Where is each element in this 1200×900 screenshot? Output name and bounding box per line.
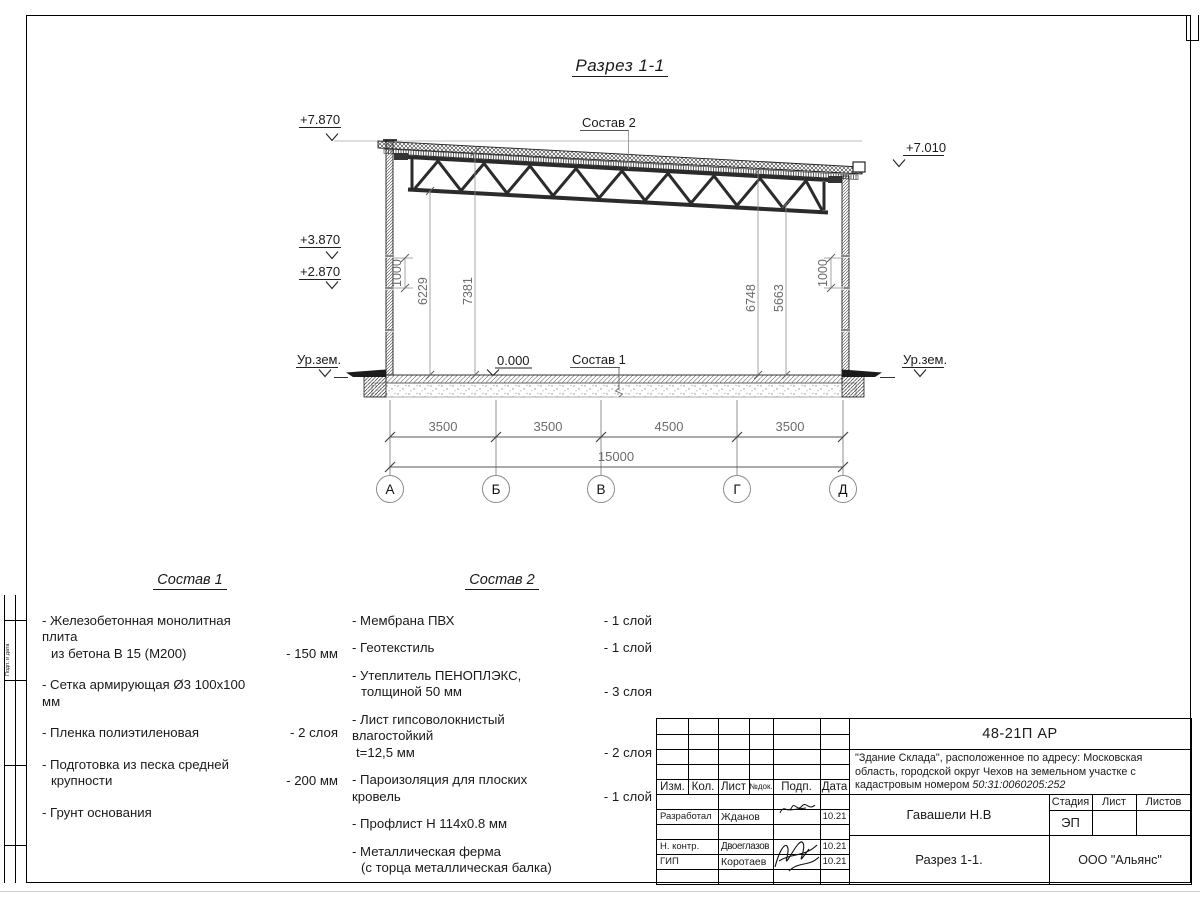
vertical-dimensions: [390, 148, 844, 379]
list-item: - Лист гипсоволокнистый влагостойкий t=12,5 мм - 2 слоя: [352, 711, 652, 760]
list-item: - Грунт основания: [42, 804, 152, 820]
axis-label: В: [596, 482, 606, 497]
name-gip: Коротаев: [721, 855, 767, 868]
sostav2-list: [352, 572, 652, 877]
list-item: - Железобетонная монолитная плита из бетона В 15 (М200) - 150 мм: [42, 612, 338, 661]
vdim-label: 5663: [772, 284, 786, 312]
list-item: - Мембрана ПВХ - 1 слой: [352, 612, 652, 628]
hdim-label: 4500: [654, 419, 684, 434]
axis-label: А: [385, 482, 395, 497]
truss-bottom-chord: [408, 190, 828, 213]
list-item: - Пароизоляция для плоских кровель - 1 слой: [352, 772, 652, 804]
name-ncontrol: Двоеглазов: [721, 841, 770, 852]
role-gip: ГИП: [660, 856, 679, 867]
truss-bearing-right: [828, 176, 842, 183]
plinth-left: [346, 370, 386, 378]
elevation-label: +7.870: [300, 112, 341, 127]
list-item: - Сетка армирующая Ø3 100х100 мм: [42, 677, 246, 709]
elevation-label: +3.870: [300, 232, 341, 247]
sheets-label: Листов: [1145, 796, 1182, 808]
role-developer: Разработал: [660, 811, 712, 822]
frame-strip-line: [15, 595, 16, 883]
elevation-mark-icon: [319, 370, 331, 377]
col-list: Лист: [721, 780, 746, 793]
col-kol: Кол.: [691, 780, 715, 793]
stage-label: Стадия: [1051, 796, 1090, 808]
frame-strip-divider: [4, 680, 26, 681]
roof-edge-cap: [853, 162, 865, 172]
sostav2-ref-label: Состав 2: [582, 115, 636, 130]
col-izm: Изм.: [660, 780, 685, 793]
signature-gip: [769, 827, 823, 879]
sostav1-ref-label: Состав 1: [572, 352, 626, 367]
col-podp: Подп.: [781, 780, 812, 793]
title-block: [656, 718, 1192, 885]
elevation-mark-icon: [893, 160, 905, 167]
truss-bearing-left: [394, 153, 408, 160]
frame-strip-divider: [4, 620, 26, 621]
hdim-label: 3500: [428, 419, 458, 434]
sheet-label: Лист: [1102, 796, 1126, 808]
sostav2-title: Состав 2: [352, 572, 652, 589]
sostav1-list: [42, 572, 338, 821]
signature-developer: [776, 797, 819, 821]
foundation-left: [364, 375, 386, 397]
vdim-label: 1000: [816, 259, 830, 287]
page-title: Разрез 1-1: [520, 56, 720, 76]
list-item: - Геотекстиль - 1 слой: [352, 640, 652, 655]
axis-bubbles: [377, 476, 857, 503]
elevation-label: +7.010: [906, 140, 947, 155]
hdim-total-label: 15000: [597, 449, 635, 464]
hdim-label: 3500: [533, 419, 563, 434]
vdim-label: 6229: [416, 277, 430, 305]
zero-level-label: 0.000: [497, 353, 530, 368]
document-name: Разрез 1-1.: [915, 852, 983, 867]
axis-label: Г: [733, 482, 741, 497]
sostav1-title: Состав 1: [42, 572, 338, 589]
list-item: - Профлист Н 114х0.8 мм: [352, 816, 508, 831]
list-item: - Подготовка из песка средней крупности - 200 мм: [42, 756, 338, 788]
company-name: ООО "Альянс": [1078, 852, 1162, 867]
foundation-right: [842, 375, 864, 397]
floor-slab: [334, 370, 895, 398]
list-item: - Утеплитель ПЕНОПЛЭКС, толщиной 50 мм - 3 слоя: [352, 667, 652, 699]
ground-level-label: Ур.зем.: [903, 352, 948, 367]
date-ncontrol: 10.21: [822, 841, 847, 852]
col-ndok: №док.: [749, 782, 773, 791]
name-developer: Жданов: [721, 810, 760, 823]
axis-label: Д: [838, 482, 848, 497]
vdim-label: 7381: [461, 277, 475, 305]
page-edge-line: [0, 891, 1200, 892]
cadastral-number: 50:31:0060205:252: [972, 779, 1066, 791]
elevation-label: +2.870: [300, 264, 341, 279]
vdim-label: 6748: [744, 284, 758, 312]
elevation-mark-icon: [326, 134, 338, 141]
col-data: Дата: [821, 780, 848, 793]
ground-level-label: Ур.зем.: [297, 352, 342, 367]
frame-strip-label: Подп. и дата: [5, 643, 11, 676]
role-ncontrol: Н. контр.: [660, 841, 700, 852]
wall-right: [842, 176, 849, 375]
project-description: "Здание Склада", расположенное по адресу: Московская область, городской округ Чехов на земельном участке с кадастровым номером 50:31:0060205:252: [855, 752, 1143, 791]
vdim-label: 1000: [390, 259, 404, 287]
hdim-label: 3500: [775, 419, 805, 434]
elevation-mark-icon: [326, 252, 338, 259]
list-item: - Пленка полиэтиленовая - 2 слоя: [42, 725, 338, 740]
date-gip: 10.21: [822, 856, 847, 867]
date-developer: 10.21: [822, 811, 847, 822]
stage-value: ЭП: [1061, 815, 1080, 830]
plinth-right: [842, 370, 882, 378]
frame-strip-divider: [4, 765, 26, 766]
list-item: - Металлическая ферма (с торца металлическая балка): [352, 843, 552, 875]
frame-strip-line: [4, 595, 5, 883]
elevation-mark-icon: [914, 370, 926, 377]
horizontal-dimensions: [385, 400, 848, 475]
document-code: 48-21П АР: [982, 726, 1058, 742]
frame-strip-divider: [4, 845, 26, 846]
axis-label: Б: [491, 482, 501, 497]
approver-name: Гавашели Н.В: [906, 807, 992, 822]
elevation-mark-icon: [326, 282, 338, 289]
